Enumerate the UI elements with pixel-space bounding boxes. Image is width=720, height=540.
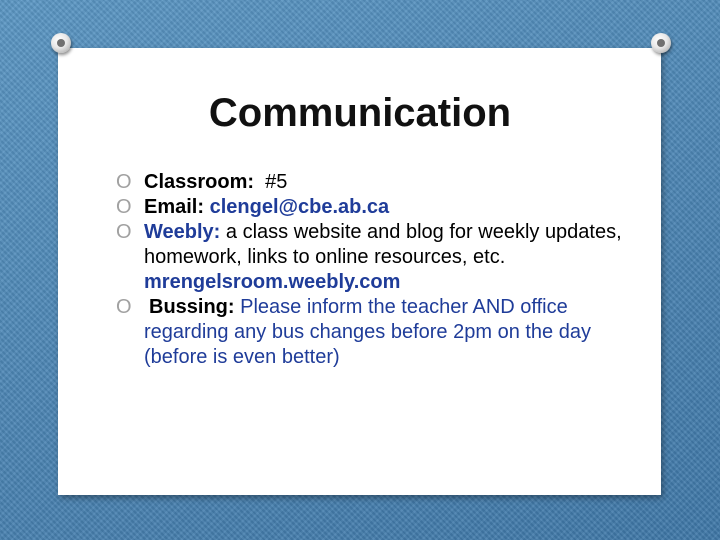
email-label: Email:	[144, 196, 205, 218]
classroom-value: #5	[254, 171, 288, 193]
weebly-description: a class website and blog for weekly updates, homework, links to online resources, etc.	[144, 221, 622, 268]
bussing-label: Bussing:	[149, 296, 235, 318]
bullet-list	[116, 170, 636, 370]
email-link[interactable]: clengel@cbe.ab.ca	[209, 196, 390, 218]
bullet-marker-icon: O	[116, 296, 132, 318]
list-item	[116, 295, 636, 370]
weebly-link[interactable]: mrengelsroom.weebly.com	[144, 271, 401, 293]
pushpin-icon	[651, 33, 671, 53]
weebly-label: Weebly:	[144, 221, 221, 243]
bussing-description: Please inform the teacher AND office regarding any bus changes before 2pm on the day (before is even better)	[144, 296, 591, 368]
list-item	[116, 220, 636, 295]
bullet-marker-icon: O	[116, 171, 132, 193]
classroom-label: Classroom:	[144, 171, 255, 193]
bullet-marker-icon: O	[116, 221, 132, 243]
slide-title: Communication	[208, 91, 512, 135]
pushpin-icon	[51, 33, 71, 53]
bullet-marker-icon: O	[116, 196, 132, 218]
list-item	[116, 170, 636, 195]
list-item	[116, 195, 636, 220]
